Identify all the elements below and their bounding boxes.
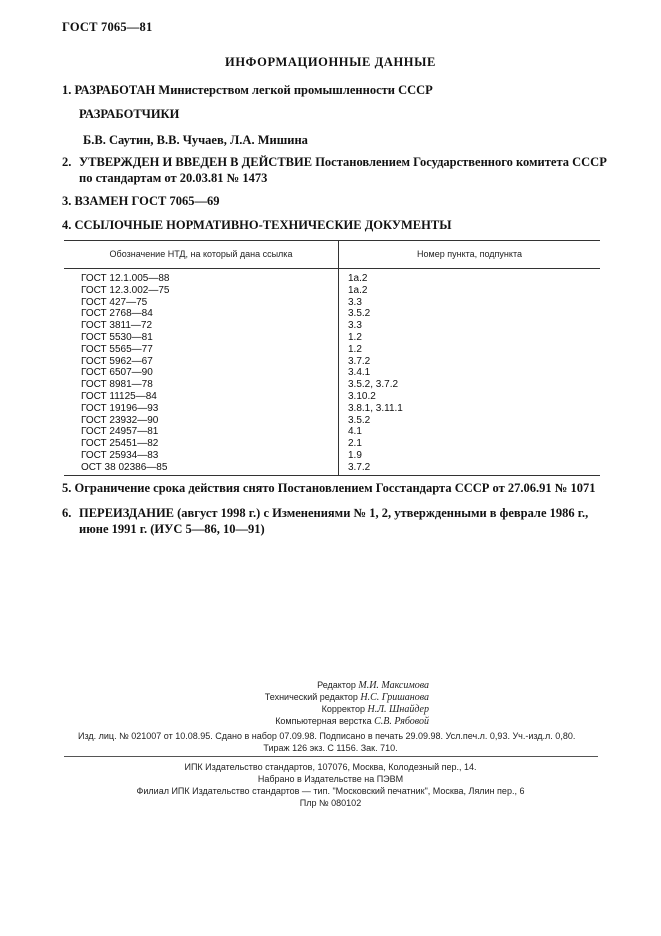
table-cell-clause: 1а.2 [348,273,368,284]
imprint-editor [317,680,429,691]
table-cell-document: ГОСТ 5565—77 [81,343,153,355]
section-4-number: 4. [62,218,72,232]
table-cell-clause: 3.3 [348,296,362,308]
table-cell-document: ГОСТ 24957—81 [81,426,159,438]
section-2-heading: УТВЕРЖДЕН И ВВЕДЕН В ДЕЙСТВИЕ [79,155,313,169]
table-cell-document: ГОСТ 19196—93 [81,402,159,414]
table-cell-clause: 4.1 [348,426,362,438]
publisher-address: ИПК Издательство стандартов, 107076, Москва, Колодезный пер., 14. [184,762,477,772]
printing-house: Филиал ИПК Издательство стандартов — тип. "Московский печатник", Москва, Лялин пер., 6 [136,786,525,796]
section-1-number: 1. [62,83,72,97]
table-column-divider [338,241,339,475]
document-header: ГОСТ 7065—81 [62,20,153,34]
imprint-layout [275,716,429,727]
imprint-tech-editor [265,692,429,703]
section-3-number: 3. [62,194,72,208]
table-cell-document: ГОСТ 2768—84 [81,308,153,320]
table-cell-clause: 3.7.2 [348,461,371,473]
layout-label: Компьютерная верстка [275,716,372,726]
typeset-note: Набрано в Издательстве на ПЭВМ [257,774,404,784]
section-3-text: ВЗАМЕН ГОСТ 7065—69 [74,194,220,208]
table-cell-clause: 1.2 [348,343,362,355]
imprint-publishing-data: Изд. лиц. № 021007 от 10.08.95. Сдано в набор 07.09.98. Подписано в печать 29.09.98. Усл.печ.л. 0,93. Уч.-изд.л. 0,80. [78,731,576,741]
section-5 [62,481,595,497]
section-1-text: Министерством легкой промышленности СССР [158,83,433,97]
editor-name: М.И. Максимова [358,680,429,691]
table-cell-document: ГОСТ 5962—67 [81,355,153,367]
section-3 [62,194,219,210]
developers-label: РАЗРАБОТЧИКИ [79,107,180,121]
reference-documents-table [64,240,600,476]
table-cell-document: ГОСТ 8981—78 [81,379,153,391]
table-cell-document: ГОСТ 12.1.005—88 [81,273,170,284]
table-column-clauses [348,273,403,474]
table-cell-clause: 3.7.2 [348,355,371,367]
table-cell-clause: 3.8.1, 3.11.1 [348,402,403,414]
section-2 [62,155,71,171]
section-5-text: Ограничение срока действия снято Постановлением Госстандарта СССР от 27.06.91 № 1071 [74,481,596,495]
table-cell-document: ГОСТ 6507—90 [81,367,153,379]
section-2-number: 2. [62,155,72,169]
table-cell-document: ГОСТ 3811—72 [81,320,153,332]
corrector-name: Н.Л. Шнайдер [367,704,429,715]
table-cell-clause: 3.5.2 [348,414,371,426]
table-cell-clause: 2.1 [348,438,362,450]
table-cell-clause: 3.4.1 [348,367,371,379]
section-6-text: (август 1998 г.) с Изменениями № 1, 2, утвержденными в феврале 1986 г., июне 1991 г. (ИУС 5—86, 10—91) [79,506,589,536]
table-cell-clause: 3.10.2 [348,390,376,402]
corrector-label: Корректор [321,704,365,714]
section-4-text: ССЫЛОЧНЫЕ НОРМАТИВНО-ТЕХНИЧЕСКИЕ ДОКУМЕНТЫ [74,218,452,232]
imprint-print-run: Тираж 126 экз. С 1156. Зак. 710. [263,743,398,753]
table-cell-document: ГОСТ 25451—82 [81,438,159,450]
table-column-documents [81,273,169,474]
layout-name: С.В. Рябовой [374,716,429,727]
tech-editor-label: Технический редактор [264,692,358,702]
table-header-divider [64,268,600,269]
section-2-text: Постановлением Государственного комитета СССР по стандартам от 20.03.81 № 1473 [79,155,607,185]
table-cell-clause: 1.2 [348,331,362,343]
section-6-body [79,506,614,537]
table-cell-document: ГОСТ 427—75 [81,296,148,308]
table-cell-clause: 1.9 [348,449,362,461]
section-2-body [79,155,614,186]
table-cell-clause: 3.3 [348,320,362,332]
editor-label: Редактор [317,680,356,690]
table-cell-document: ГОСТ 11125—84 [81,390,157,402]
table-cell-document: ГОСТ 23932—90 [81,414,159,426]
section-6-heading: ПЕРЕИЗДАНИЕ [79,506,175,520]
imprint-corrector [322,704,429,715]
section-4 [62,218,451,234]
developers-names: Б.В. Саутин, В.В. Чучаев, Л.А. Мишина [83,133,308,147]
table-header-document: Обозначение НТД, на который дана ссылка [109,249,293,259]
table-header-clause: Номер пункта, подпункта [417,249,522,259]
table-cell-document: ГОСТ 25934—83 [81,449,159,461]
section-6 [62,506,71,522]
table-cell-document: ГОСТ 5530—81 [81,331,153,343]
table-cell-clause: 3.5.2 [348,308,371,320]
table-cell-clause: 1а.2 [348,284,368,296]
license-number: Плр № 080102 [299,798,362,808]
section-1-heading: РАЗРАБОТАН [74,83,156,97]
tech-editor-name: Н.С. Гришанова [360,692,429,703]
page-title: ИНФОРМАЦИОННЫЕ ДАННЫЕ [225,55,436,69]
section-6-number: 6. [62,506,72,520]
table-cell-document: ОСТ 38 02386—85 [81,461,168,473]
section-1 [62,83,433,99]
table-cell-document: ГОСТ 12.3.002—75 [81,284,170,296]
table-cell-clause: 3.5.2, 3.7.2 [348,379,399,391]
imprint-divider [64,756,598,757]
section-5-number: 5. [62,481,72,495]
